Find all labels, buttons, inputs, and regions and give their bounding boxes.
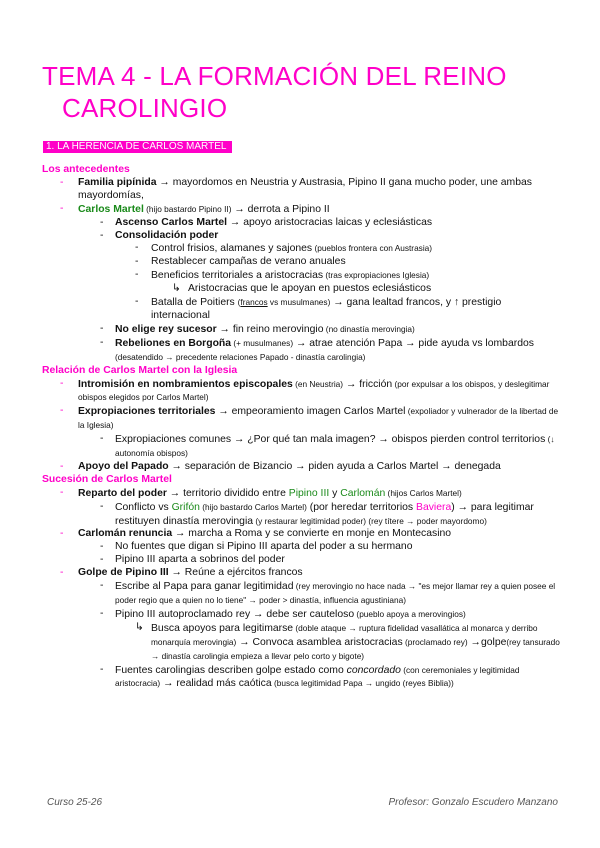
dash-icon: - [60,405,64,417]
dash-icon: - [60,176,64,188]
dash-icon: - [100,541,104,553]
list-item: - Reparto del poder → territorio dividido entre Pipino III y Carlomán (hijos Carlos Martel) [60,486,462,499]
list-item: - Carlomán renuncia → marcha a Roma y se convierte en monje en Montecasino [60,528,452,540]
list-item: ↳ Aristocracias que le apoyan en puestos eclesiásticos [172,283,432,295]
title-line-2: CAROLINGIO [62,93,228,123]
dash-icon: - [100,433,104,445]
list-item: - Ascenso Carlos Martel → apoyo aristocracias laicas y eclesiásticas [100,216,433,228]
list-item: - Batalla de Poitiers (francos vs musulmanes) → gana lealtad francos, y ↑ prestigio internacional [135,296,502,321]
dash-icon: - [60,528,64,540]
list-item: - No elige rey sucesor → fin reino merovingio (no dinastía merovingia) [100,322,415,335]
subheading-antecedentes: Los antecedentes [42,164,130,175]
list-item: - Escribe al Papa para ganar legitimidad (rey merovingio no hace nada → "es mejor llamar rey a quien posee el poder regio que a quien no lo tiene" → poder > dinastía, influencia agustiniana) [100,580,556,605]
page-title [42,60,562,124]
dash-icon: - [100,580,104,592]
footer-course: Curso 25-26 [47,797,103,808]
list-item: - No fuentes que digan si Pipino III aparta del poder a su hermano [100,541,413,553]
dash-icon: - [135,242,139,254]
subheading-relacion: Relación de Carlos Martel con la Iglesia [42,364,238,376]
list-item: - Restablecer campañas de verano anuales [135,256,346,268]
arrow-icon: ↳ [172,283,181,295]
dash-icon: - [100,216,104,228]
notes-body [42,164,562,691]
title-line-1: TEMA 4 - LA FORMACIÓN DEL REINO [42,61,507,91]
dash-icon: - [135,269,139,281]
list-item: ↳ Busca apoyos para legitimarse (doble ataque → ruptura fidelidad vasallática al monarca y derribo monarquía merovingia) → Convoca asamblea aristocracias (proclamado rey) →golpe(rey tansurado → dinastía carolingia empieza a llevar pelo corto y bigote) [135,621,560,661]
dash-icon: - [60,460,64,472]
dash-icon: - [60,202,64,214]
dash-icon: - [135,256,139,268]
list-item: - Consolidación poder [100,229,219,241]
dash-icon: - [100,229,104,241]
list-item: - Golpe de Pipino III → Reúne a ejércitos francos [60,567,303,579]
list-item: - Expropiaciones comunes → ¿Por qué tan mala imagen? → obispos pierden control territorios (↓ autonomía obispos) [100,433,555,459]
list-item: - Familia pipínida → mayordomos en Neustria y Austrasia, Pipino II gana mucho poder, une ambas mayordomías, [60,176,532,201]
list-item: - Pipino III autoproclamado rey → debe ser cauteloso (pueblo apoya a merovingios) [100,607,466,620]
dash-icon: - [60,567,64,579]
dash-icon: - [60,486,64,498]
arrow-icon: ↳ [135,621,144,633]
dash-icon: - [100,663,104,675]
dash-icon: - [60,377,64,389]
list-item: - Pipino III aparta a sobrinos del poder [100,554,285,566]
list-item: - Conflicto vs Grifón (hijo bastardo Carlos Martel) (por heredar territorios Baviera) → para legitimar restituyen dinastía merovingia (y restaurar legitimidad poder) (rey títere → poder mayordomo) [100,500,534,527]
subheading-sucesion: Sucesión de Carlos Martel [42,473,172,485]
section-heading: 1. LA HERENCIA DE CARLOS MARTEL [43,141,232,153]
dash-icon: - [100,607,104,619]
list-item: - Carlos Martel (hijo bastardo Pipino II) → derrota a Pipino II [60,202,330,215]
list-item: - Control frisios, alamanes y sajones (pueblos frontera con Austrasia) [135,242,433,255]
list-item: - Fuentes carolingias describen golpe estado como concordado (con ceremoniales y legitimidad aristocracia) → realidad más caótica (busca legitimidad Papa → ungido (reyes Biblia)) [100,663,520,690]
list-item: - Apoyo del Papado → separación de Bizancio → piden ayuda a Carlos Martel → denegada [60,460,501,472]
list-item: - Beneficios territoriales a aristocracias (tras expropiaciones Iglesia) [135,269,430,282]
dash-icon: - [100,322,104,334]
dash-icon: - [100,554,104,566]
list-item: - Rebeliones en Borgoña (+ musulmanes) → atrae atención Papa → pide ayuda vs lombardos (desatendido → precedente relaciones Papado - dinastía carolingia) [100,336,534,362]
footer-teacher: Profesor: Gonzalo Escudero Manzano [388,797,558,808]
list-item: - Expropiaciones territoriales → empeoramiento imagen Carlos Martel (expoliador y vulnerador de la libertad de la Iglesia) [60,405,559,431]
list-item: - Intromisión en nombramientos episcopales (en Neustria) → fricción (por expulsar a los obispos, y deslegitimar obispos elegidos por Carlos Martel) [60,377,550,403]
dash-icon: - [100,500,104,512]
dash-icon: - [100,336,104,348]
dash-icon: - [135,296,139,308]
